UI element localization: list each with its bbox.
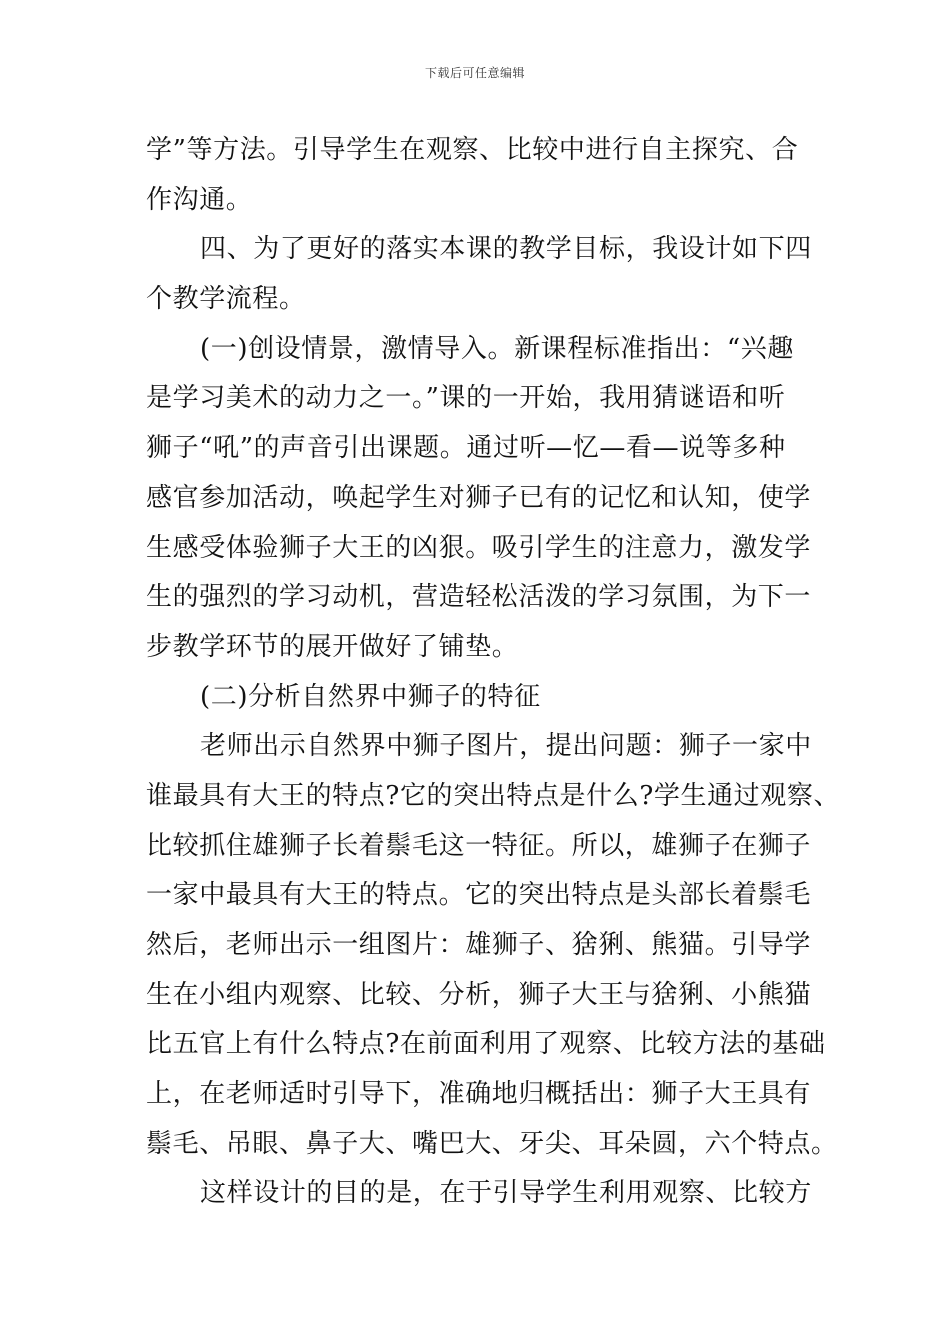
section-heading-line: (二)分析自然界中狮子的特征 xyxy=(200,681,541,712)
text-line: 步教学环节的展开做好了铺垫。 xyxy=(146,631,519,662)
paragraph-start-line: 四、为了更好的落实本课的教学目标，我设计如下四 xyxy=(200,234,812,265)
text-line: 然后，老师出示一组图片：雄狮子、猞猁、熊猫。引导学 xyxy=(146,930,812,960)
text-line: 生在小组内观察、比较、分析，狮子大王与猞猁、小熊猫 xyxy=(146,979,812,1010)
text-line: 狮子“吼”的声音引出课题。通过听—忆—看—说等多种 xyxy=(146,433,786,464)
text-line: 上，在老师适时引导下，准确地归概括出：狮子大王具有 xyxy=(146,1079,812,1110)
text-line: 生感受体验狮子大王的凶狠。吸引学生的注意力，激发学 xyxy=(146,532,812,563)
text-line: 一家中最具有大王的特点。它的突出特点是头部长着鬃毛 xyxy=(146,880,812,911)
paragraph-start-line: (一)创设情景，激情导入。新课程标准指出：“兴趣 xyxy=(200,333,794,364)
page-header-note: 下载后可任意编辑 xyxy=(424,66,525,80)
text-line: 是学习美术的动力之一。”课的一开始，我用猜谜语和听 xyxy=(146,383,786,414)
text-line: 比五官上有什么特点?在前面利用了观察、比较方法的基础 xyxy=(146,1029,826,1060)
text-line: 作沟通。 xyxy=(146,184,253,215)
text-line: 生的强烈的学习动机，营造轻松活泼的学习氛围，为下一 xyxy=(146,582,812,613)
text-line: 学”等方法。引导学生在观察、比较中进行自主探究、合 xyxy=(146,135,799,165)
paragraph-start-line: 这样设计的目的是，在于引导学生利用观察、比较方 xyxy=(200,1178,812,1209)
text-line: 个教学流程。 xyxy=(146,284,306,315)
text-line: 感官参加活动，唤起学生对狮子已有的记忆和认知，使学 xyxy=(146,482,812,513)
paragraph-start-line: 老师出示自然界中狮子图片，提出问题：狮子一家中 xyxy=(200,731,812,762)
text-line: 鬃毛、吊眼、鼻子大、嘴巴大、牙尖、耳朵圆，六个特点。 xyxy=(146,1128,838,1159)
text-line: 谁最具有大王的特点?它的突出特点是什么?学生通过观察、 xyxy=(146,780,841,811)
text-line: 比较抓住雄狮子长着鬃毛这一特征。所以，雄狮子在狮子 xyxy=(146,830,812,861)
body-text xyxy=(146,126,846,1219)
